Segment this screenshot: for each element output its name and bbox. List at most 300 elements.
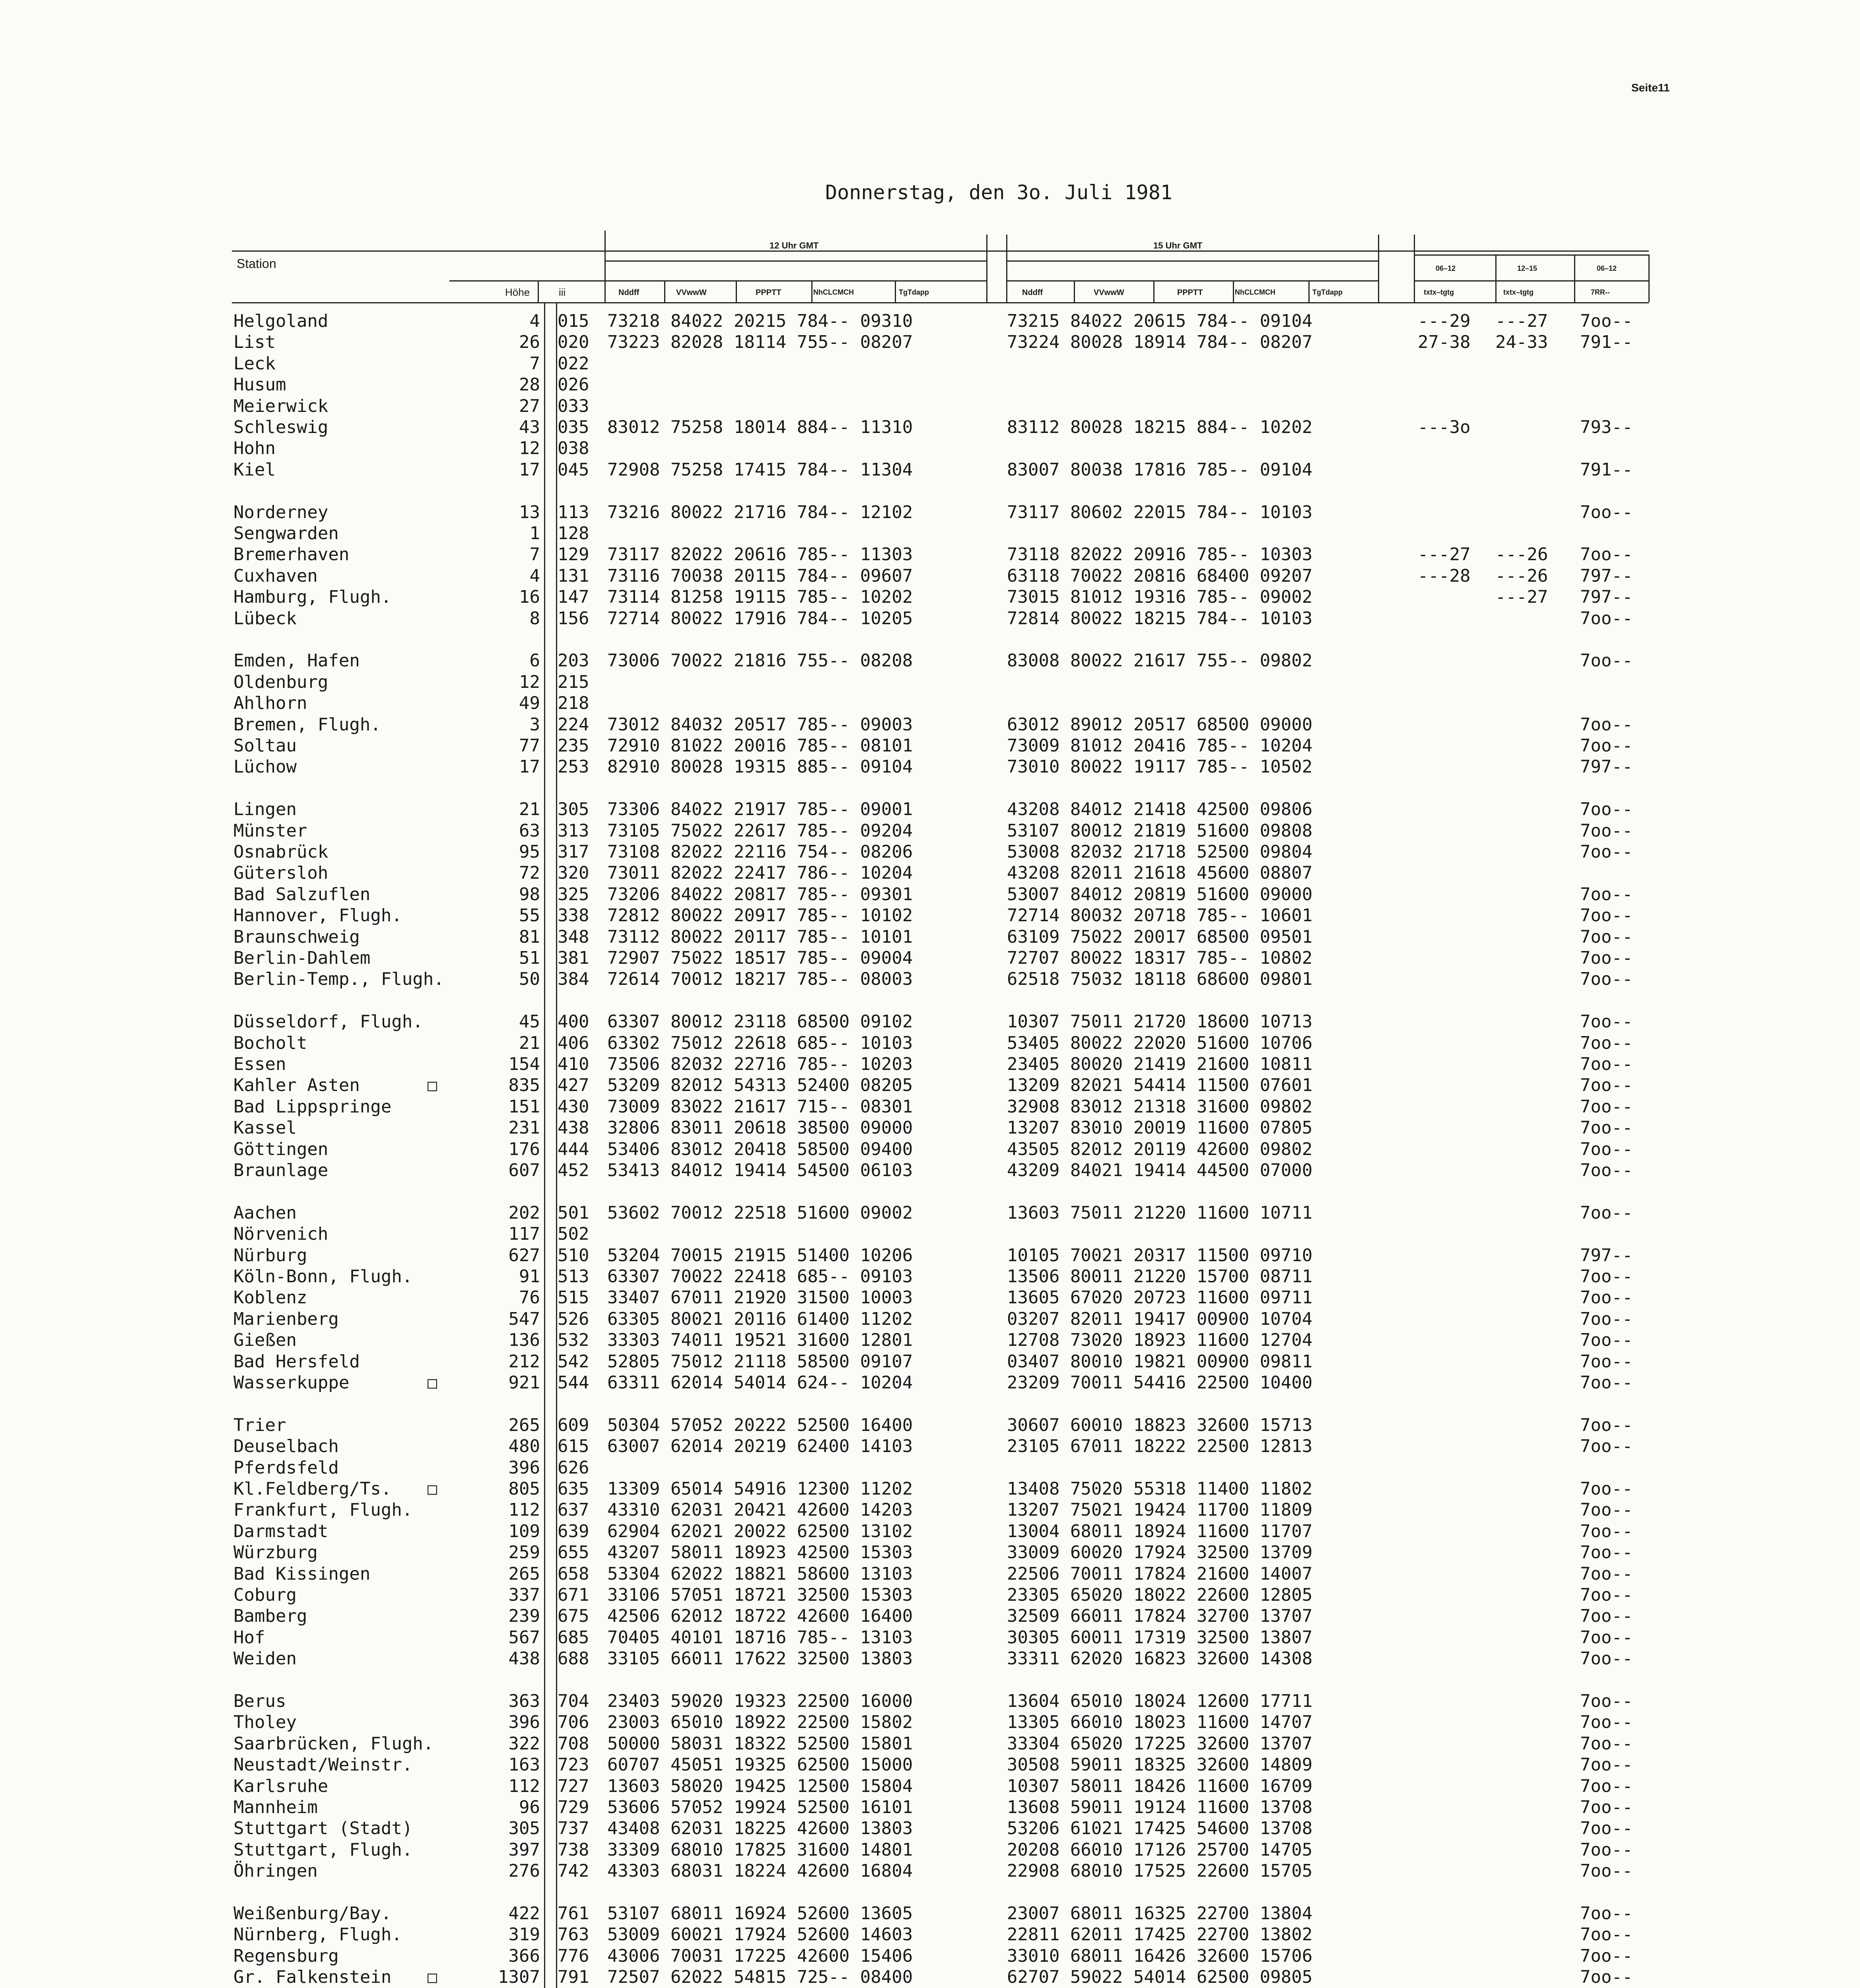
station-height: 7 <box>529 353 540 374</box>
precip-06-12: 7oo-- <box>1580 1606 1633 1627</box>
table-row <box>0 439 1860 460</box>
table-row <box>0 1076 1860 1097</box>
precip-06-12: 7oo-- <box>1580 1903 1633 1924</box>
precip-06-12: 7oo-- <box>1580 1733 1633 1754</box>
station-height: 21 <box>519 1033 540 1053</box>
obs-15utc: 13603 75011 21220 11600 10711 <box>1007 1202 1313 1223</box>
station-name: Pferdsfeld <box>233 1457 339 1478</box>
station-index: 675 <box>558 1606 589 1627</box>
station-index: 776 <box>558 1945 589 1966</box>
station-name: Berlin-Temp., Flugh. <box>233 969 444 990</box>
station-height: 366 <box>508 1945 540 1966</box>
obs-15utc: 72707 80022 18317 785-- 10802 <box>1007 948 1313 968</box>
station-index: 502 <box>558 1224 589 1244</box>
obs-15utc: 30508 59011 18325 32600 14809 <box>1007 1755 1313 1775</box>
obs-12utc: 72907 75022 18517 785-- 09004 <box>607 948 913 968</box>
station-name: Nürnberg, Flugh. <box>233 1924 402 1945</box>
col12-vvwww: VVwwW <box>676 288 707 297</box>
table-row <box>0 1394 1860 1415</box>
station-index: 513 <box>558 1266 589 1287</box>
station-index: 738 <box>558 1839 589 1860</box>
precip-06-12: 797-- <box>1580 565 1633 586</box>
table-row <box>0 1352 1860 1373</box>
obs-12utc: 43408 62031 18225 42600 13803 <box>607 1818 913 1839</box>
obs-15utc: 32908 83012 21318 31600 09802 <box>1007 1096 1313 1117</box>
station-name: Braunschweig <box>233 926 360 947</box>
table-row <box>0 1946 1860 1967</box>
precip-06-12: 7oo-- <box>1580 1563 1633 1584</box>
obs-12utc: 73116 70038 20115 784-- 09607 <box>607 565 913 586</box>
obs-12utc: 43207 58011 18923 42500 15303 <box>607 1542 913 1563</box>
table-row <box>0 1585 1860 1606</box>
precip-06-12: 7oo-- <box>1580 1521 1633 1541</box>
precip-06-12: 7oo-- <box>1580 311 1633 331</box>
station-height: 607 <box>508 1160 540 1180</box>
station-height: 55 <box>519 905 540 926</box>
table-row <box>0 566 1860 587</box>
obs-15utc: 22908 68010 17525 22600 15705 <box>1007 1861 1313 1881</box>
station-name: Mannheim <box>233 1797 318 1817</box>
ex2-bot: txtx–tgtg <box>1503 288 1533 296</box>
station-name: Münster <box>233 820 307 841</box>
station-index: 224 <box>558 714 589 735</box>
station-height: 12 <box>519 438 540 459</box>
station-name: Bamberg <box>233 1606 307 1627</box>
obs-15utc: 30305 60011 17319 32500 13807 <box>1007 1627 1313 1648</box>
station-height: 50 <box>519 969 540 990</box>
precip-06-12: 7oo-- <box>1580 1054 1633 1074</box>
obs-15utc: 43505 82012 20119 42600 09802 <box>1007 1139 1313 1159</box>
table-row <box>0 757 1860 778</box>
station-index: 033 <box>558 396 589 416</box>
precip-06-12: 793-- <box>1580 417 1633 437</box>
station-index: 501 <box>558 1202 589 1223</box>
table-row <box>0 821 1860 842</box>
station-height: 163 <box>508 1755 540 1775</box>
obs-15utc: 83112 80028 18215 884-- 10202 <box>1007 417 1313 437</box>
station-height: 276 <box>508 1861 540 1881</box>
station-height: 231 <box>508 1118 540 1138</box>
col15-nddff: Nddff <box>1022 288 1043 297</box>
station-height: 112 <box>508 1776 540 1796</box>
precip-06-12: 7oo-- <box>1580 650 1633 671</box>
table-row <box>0 906 1860 927</box>
table-row <box>0 1904 1860 1925</box>
precip-06-12: 7oo-- <box>1580 1648 1633 1669</box>
precip-06-12: 7oo-- <box>1580 1585 1633 1605</box>
obs-15utc: 73215 84022 20615 784-- 09104 <box>1007 311 1313 331</box>
precip-06-12: 7oo-- <box>1580 1118 1633 1138</box>
station-name: Bad Kissingen <box>233 1563 371 1584</box>
station-index: 313 <box>558 820 589 841</box>
table-row <box>0 1437 1860 1458</box>
precip-06-12: 7oo-- <box>1580 502 1633 522</box>
station-name: Leck <box>233 353 276 374</box>
station-index: 635 <box>558 1479 589 1499</box>
station-index: 427 <box>558 1075 589 1096</box>
station-index: 147 <box>558 587 589 608</box>
obs-12utc: 52805 75012 21118 58500 09107 <box>607 1351 913 1372</box>
station-name: Braunlage <box>233 1160 328 1180</box>
table-row <box>0 609 1860 630</box>
col12-ppptt: PPPTT <box>756 288 781 297</box>
station-height: 212 <box>508 1351 540 1372</box>
station-name: Gütersloh <box>233 863 328 883</box>
col12-nddff: Nddff <box>618 288 639 297</box>
precip-06-12: 7oo-- <box>1580 1712 1633 1733</box>
precip-06-12: 791-- <box>1580 332 1633 353</box>
station-height: 627 <box>508 1245 540 1266</box>
obs-15utc: 63109 75022 20017 68500 09501 <box>1007 926 1313 947</box>
obs-15utc: 23007 68011 16325 22700 13804 <box>1007 1903 1313 1924</box>
precip-06-12: 7oo-- <box>1580 1818 1633 1839</box>
station-name: Coburg <box>233 1585 297 1605</box>
precip-06-12: 797-- <box>1580 1245 1633 1266</box>
header-12-uhr: 12 Uhr GMT <box>770 241 819 250</box>
obs-12utc: 73506 82032 22716 785-- 10203 <box>607 1054 913 1074</box>
station-height: 26 <box>519 332 540 353</box>
station-height: 96 <box>519 1797 540 1817</box>
station-index: 708 <box>558 1733 589 1754</box>
station-height: 1307 <box>498 1967 540 1988</box>
extreme-06-12: ---28 <box>1418 565 1471 586</box>
obs-12utc: 73114 81258 19115 785-- 10202 <box>607 587 913 608</box>
station-index: 129 <box>558 544 589 565</box>
obs-15utc: 83007 80038 17816 785-- 09104 <box>1007 459 1313 480</box>
precip-06-12: 7oo-- <box>1580 1479 1633 1499</box>
obs-15utc: 62707 59022 54014 62500 09805 <box>1007 1967 1313 1988</box>
obs-15utc: 73224 80028 18914 784-- 08207 <box>1007 332 1313 353</box>
obs-12utc: 63311 62014 54014 624-- 10204 <box>607 1373 913 1393</box>
station-name: Hof <box>233 1627 265 1648</box>
station-index: 203 <box>558 650 589 671</box>
station-name: Weiden <box>233 1648 297 1669</box>
station-index: 727 <box>558 1776 589 1796</box>
station-height: 43 <box>519 417 540 437</box>
station-height: 259 <box>508 1542 540 1563</box>
obs-12utc: 13309 65014 54916 12300 11202 <box>607 1479 913 1499</box>
station-name: Nörvenich <box>233 1224 328 1244</box>
station-name: Würzburg <box>233 1542 318 1563</box>
table-row <box>0 715 1860 736</box>
obs-12utc: 73108 82022 22116 754-- 08206 <box>607 842 913 862</box>
obs-15utc: 30607 60010 18823 32600 15713 <box>1007 1415 1313 1435</box>
table-row <box>0 417 1860 439</box>
station-name: Regensburg <box>233 1945 339 1966</box>
precip-06-12: 7oo-- <box>1580 1542 1633 1563</box>
obs-15utc: 53008 82032 21718 52500 09804 <box>1007 842 1313 862</box>
obs-12utc: 33105 66011 17622 32500 13803 <box>607 1648 913 1669</box>
table-row <box>0 1479 1860 1500</box>
precip-06-12: 7oo-- <box>1580 736 1633 756</box>
precip-06-12: 7oo-- <box>1580 1967 1633 1988</box>
station-index: 609 <box>558 1415 589 1435</box>
obs-12utc: 72614 70012 18217 785-- 08003 <box>607 969 913 990</box>
table-row <box>0 1246 1860 1267</box>
obs-12utc: 73117 82022 20616 785-- 11303 <box>607 544 913 565</box>
precip-06-12: 7oo-- <box>1580 1755 1633 1775</box>
station-name: Cuxhaven <box>233 565 318 586</box>
station-index: 639 <box>558 1521 589 1541</box>
station-height: 136 <box>508 1330 540 1351</box>
station-index: 729 <box>558 1797 589 1817</box>
obs-12utc: 63307 70022 22418 685-- 09103 <box>607 1266 913 1287</box>
station-index: 452 <box>558 1160 589 1180</box>
obs-12utc: 33309 68010 17825 31600 14801 <box>607 1839 913 1860</box>
obs-12utc: 43303 68031 18224 42600 16804 <box>607 1861 913 1881</box>
table-row <box>0 1734 1860 1755</box>
station-index: 045 <box>558 459 589 480</box>
station-index: 688 <box>558 1648 589 1669</box>
station-index: 035 <box>558 417 589 437</box>
precip-06-12: 7oo-- <box>1580 1160 1633 1180</box>
obs-15utc: 73009 81012 20416 785-- 10204 <box>1007 736 1313 756</box>
station-height: 98 <box>519 884 540 905</box>
station-name: Öhringen <box>233 1861 318 1881</box>
platform-marker: □ <box>428 1076 437 1095</box>
obs-12utc: 53606 57052 19924 52500 16101 <box>607 1797 913 1817</box>
station-index: 791 <box>558 1967 589 1988</box>
table-row <box>0 800 1860 821</box>
station-name: Frankfurt, Flugh. <box>233 1500 413 1520</box>
station-name: Oldenburg <box>233 672 328 692</box>
station-index: 325 <box>558 884 589 905</box>
table-row <box>0 969 1860 990</box>
precip-06-12: 7oo-- <box>1580 1924 1633 1945</box>
obs-15utc: 23305 65020 18022 22600 12805 <box>1007 1585 1313 1605</box>
obs-12utc: 63302 75012 22618 685-- 10103 <box>607 1033 913 1053</box>
station-height: 151 <box>508 1096 540 1117</box>
table-row <box>0 1691 1860 1712</box>
station-index: 113 <box>558 502 589 522</box>
precip-06-12: 7oo-- <box>1580 1351 1633 1372</box>
obs-12utc: 73012 84032 20517 785-- 09003 <box>607 714 913 735</box>
station-height: 921 <box>508 1373 540 1393</box>
obs-12utc: 63007 62014 20219 62400 14103 <box>607 1436 913 1457</box>
station-height: 202 <box>508 1202 540 1223</box>
station-height: 337 <box>508 1585 540 1605</box>
station-index: 022 <box>558 353 589 374</box>
obs-15utc: 23209 70011 54416 22500 10400 <box>1007 1373 1313 1393</box>
precip-06-12: 7oo-- <box>1580 948 1633 968</box>
station-index: 742 <box>558 1861 589 1881</box>
table-row <box>0 1670 1860 1691</box>
table-row <box>0 693 1860 714</box>
precip-06-12: 7oo-- <box>1580 1436 1633 1457</box>
table-row <box>0 1161 1860 1182</box>
precip-06-12: 7oo-- <box>1580 1287 1633 1308</box>
table-row <box>0 1925 1860 1946</box>
obs-15utc: 63012 89012 20517 68500 09000 <box>1007 714 1313 735</box>
obs-15utc: 10105 70021 20317 11500 09710 <box>1007 1245 1313 1266</box>
page-number: Seite11 <box>1631 82 1670 94</box>
header-15-uhr: 15 Uhr GMT <box>1153 241 1203 250</box>
station-height: 1 <box>529 523 540 544</box>
obs-12utc: 73009 83022 21617 715-- 08301 <box>607 1096 913 1117</box>
station-index: 400 <box>558 1011 589 1032</box>
obs-15utc: 63118 70022 20816 68400 09207 <box>1007 565 1313 586</box>
obs-15utc: 53007 84012 20819 51600 09000 <box>1007 884 1313 905</box>
obs-15utc: 32509 66011 17824 32700 13707 <box>1007 1606 1313 1627</box>
obs-15utc: 13604 65010 18024 12600 17711 <box>1007 1691 1313 1711</box>
station-name: Marienberg <box>233 1309 339 1329</box>
station-height: 51 <box>519 948 540 968</box>
station-height: 49 <box>519 693 540 714</box>
precip-06-12: 7oo-- <box>1580 1033 1633 1053</box>
precip-06-12: 7oo-- <box>1580 1691 1633 1711</box>
table-row <box>0 1861 1860 1882</box>
obs-12utc: 53204 70015 21915 51400 10206 <box>607 1245 913 1266</box>
station-index: 410 <box>558 1054 589 1074</box>
station-name: Göttingen <box>233 1139 328 1159</box>
extreme-06-12: ---29 <box>1418 311 1471 331</box>
obs-15utc: 13004 68011 18924 11600 11707 <box>1007 1521 1313 1541</box>
precip-06-12: 7oo-- <box>1580 926 1633 947</box>
table-row <box>0 863 1860 884</box>
station-height: 76 <box>519 1287 540 1308</box>
station-name: Hannover, Flugh. <box>233 905 402 926</box>
station-name: Nürburg <box>233 1245 307 1266</box>
obs-12utc: 72812 80022 20917 785-- 10102 <box>607 905 913 926</box>
obs-12utc: 32806 83011 20618 38500 09000 <box>607 1118 913 1138</box>
station-name: Düsseldorf, Flugh. <box>233 1011 423 1032</box>
obs-15utc: 53107 80012 21819 51600 09808 <box>1007 820 1313 841</box>
station-height: 422 <box>508 1903 540 1924</box>
station-height: 3 <box>529 714 540 735</box>
table-row <box>0 1415 1860 1437</box>
station-name: Bremerhaven <box>233 544 350 565</box>
obs-15utc: 23105 67011 18222 22500 12813 <box>1007 1436 1313 1457</box>
obs-15utc: 13506 80011 21220 15700 08711 <box>1007 1266 1313 1287</box>
obs-15utc: 13207 75021 19424 11700 11809 <box>1007 1500 1313 1520</box>
ex3-bot: 7RR-- <box>1591 288 1610 296</box>
station-height: 72 <box>519 863 540 883</box>
obs-12utc: 73006 70022 21816 755-- 08208 <box>607 650 913 671</box>
station-name: Husum <box>233 375 286 395</box>
obs-15utc: 13209 82021 54414 11500 07601 <box>1007 1075 1313 1096</box>
table-row <box>0 1458 1860 1479</box>
obs-12utc: 53107 68011 16924 52600 13605 <box>607 1903 913 1924</box>
station-index: 544 <box>558 1373 589 1393</box>
station-name: Berlin-Dahlem <box>233 948 371 968</box>
ex1-bot: txtx–tgtg <box>1424 288 1454 296</box>
obs-12utc: 53209 82012 54313 52400 08205 <box>607 1075 913 1096</box>
obs-15utc: 33304 65020 17225 32600 13707 <box>1007 1733 1313 1754</box>
extreme-12-15: ---26 <box>1495 544 1548 565</box>
obs-12utc: 82910 80028 19315 885-- 09104 <box>607 757 913 777</box>
station-name: Bad Lippspringe <box>233 1096 392 1117</box>
obs-12utc: 42506 62012 18722 42600 16400 <box>607 1606 913 1627</box>
station-name: Soltau <box>233 736 297 756</box>
table-row <box>0 630 1860 651</box>
obs-12utc: 73206 84022 20817 785-- 09301 <box>607 884 913 905</box>
obs-12utc: 23003 65010 18922 22500 15802 <box>607 1712 913 1733</box>
precip-06-12: 7oo-- <box>1580 1861 1633 1881</box>
table-row <box>0 1883 1860 1904</box>
obs-15utc: 12708 73020 18923 11600 12704 <box>1007 1330 1313 1351</box>
obs-15utc: 13408 75020 55318 11400 11802 <box>1007 1479 1313 1499</box>
station-name: Aachen <box>233 1202 297 1223</box>
obs-12utc: 70405 40101 18716 785-- 13103 <box>607 1627 913 1648</box>
obs-12utc: 23403 59020 19323 22500 16000 <box>607 1691 913 1711</box>
station-index: 320 <box>558 863 589 883</box>
obs-12utc: 63305 80021 20116 61400 11202 <box>607 1309 913 1329</box>
table-row <box>0 991 1860 1012</box>
precip-06-12: 791-- <box>1580 459 1633 480</box>
station-height: 16 <box>519 587 540 608</box>
station-index: 406 <box>558 1033 589 1053</box>
precip-06-12: 797-- <box>1580 757 1633 777</box>
obs-15utc: 53405 80022 22020 51600 10706 <box>1007 1033 1313 1053</box>
table-row <box>0 1097 1860 1118</box>
table-row <box>0 332 1860 353</box>
station-height: 4 <box>529 565 540 586</box>
station-height: 480 <box>508 1436 540 1457</box>
table-row <box>0 1798 1860 1819</box>
obs-12utc: 62904 62021 20022 62500 13102 <box>607 1521 913 1541</box>
col15-ppptt: PPPTT <box>1177 288 1203 297</box>
col15-tgtd: TgTdapp <box>1312 288 1343 296</box>
station-height: 319 <box>508 1924 540 1945</box>
station-name: Kahler Asten <box>233 1075 360 1096</box>
station-index: 317 <box>558 842 589 862</box>
station-index: 348 <box>558 926 589 947</box>
obs-12utc: 72908 75258 17415 784-- 11304 <box>607 459 913 480</box>
station-height: 63 <box>519 820 540 841</box>
station-height: 154 <box>508 1054 540 1074</box>
station-index: 532 <box>558 1330 589 1351</box>
table-row <box>0 948 1860 969</box>
station-name: Trier <box>233 1415 286 1435</box>
obs-15utc: 03407 80010 19821 00900 09811 <box>1007 1351 1313 1372</box>
table-row <box>0 1819 1860 1840</box>
obs-15utc: 13608 59011 19124 11600 13708 <box>1007 1797 1313 1817</box>
station-name: Karlsruhe <box>233 1776 328 1796</box>
station-name: Gr. Falkenstein <box>233 1967 392 1988</box>
header-iii: iii <box>559 286 566 298</box>
station-index: 131 <box>558 565 589 586</box>
obs-15utc: 53206 61021 17425 54600 13708 <box>1007 1818 1313 1839</box>
platform-marker: □ <box>428 1480 437 1498</box>
obs-12utc: 43310 62031 20421 42600 14203 <box>607 1500 913 1520</box>
precip-06-12: 7oo-- <box>1580 1373 1633 1393</box>
precip-06-12: 7oo-- <box>1580 1839 1633 1860</box>
station-index: 038 <box>558 438 589 459</box>
table-row <box>0 587 1860 608</box>
station-height: 265 <box>508 1415 540 1435</box>
station-index: 026 <box>558 375 589 395</box>
obs-12utc: 50304 57052 20222 52500 16400 <box>607 1415 913 1435</box>
station-index: 510 <box>558 1245 589 1266</box>
ex3-top: 06–12 <box>1597 264 1617 272</box>
table-row <box>0 779 1860 800</box>
table-row <box>0 1755 1860 1776</box>
obs-15utc: 72814 80022 18215 784-- 10103 <box>1007 608 1313 629</box>
table-row <box>0 375 1860 396</box>
platform-marker: □ <box>428 1968 437 1987</box>
station-name: Essen <box>233 1054 286 1074</box>
table-row <box>0 736 1860 757</box>
station-name: Stuttgart (Stadt) <box>233 1818 413 1839</box>
table-row <box>0 1649 1860 1670</box>
table-row <box>0 1500 1860 1521</box>
station-index: 737 <box>558 1818 589 1839</box>
station-height: 12 <box>519 672 540 692</box>
station-height: 17 <box>519 459 540 480</box>
extreme-12-15: ---26 <box>1495 565 1548 586</box>
col15-vvwww: VVwwW <box>1094 288 1124 297</box>
obs-15utc: 43209 84021 19414 44500 07000 <box>1007 1160 1313 1180</box>
